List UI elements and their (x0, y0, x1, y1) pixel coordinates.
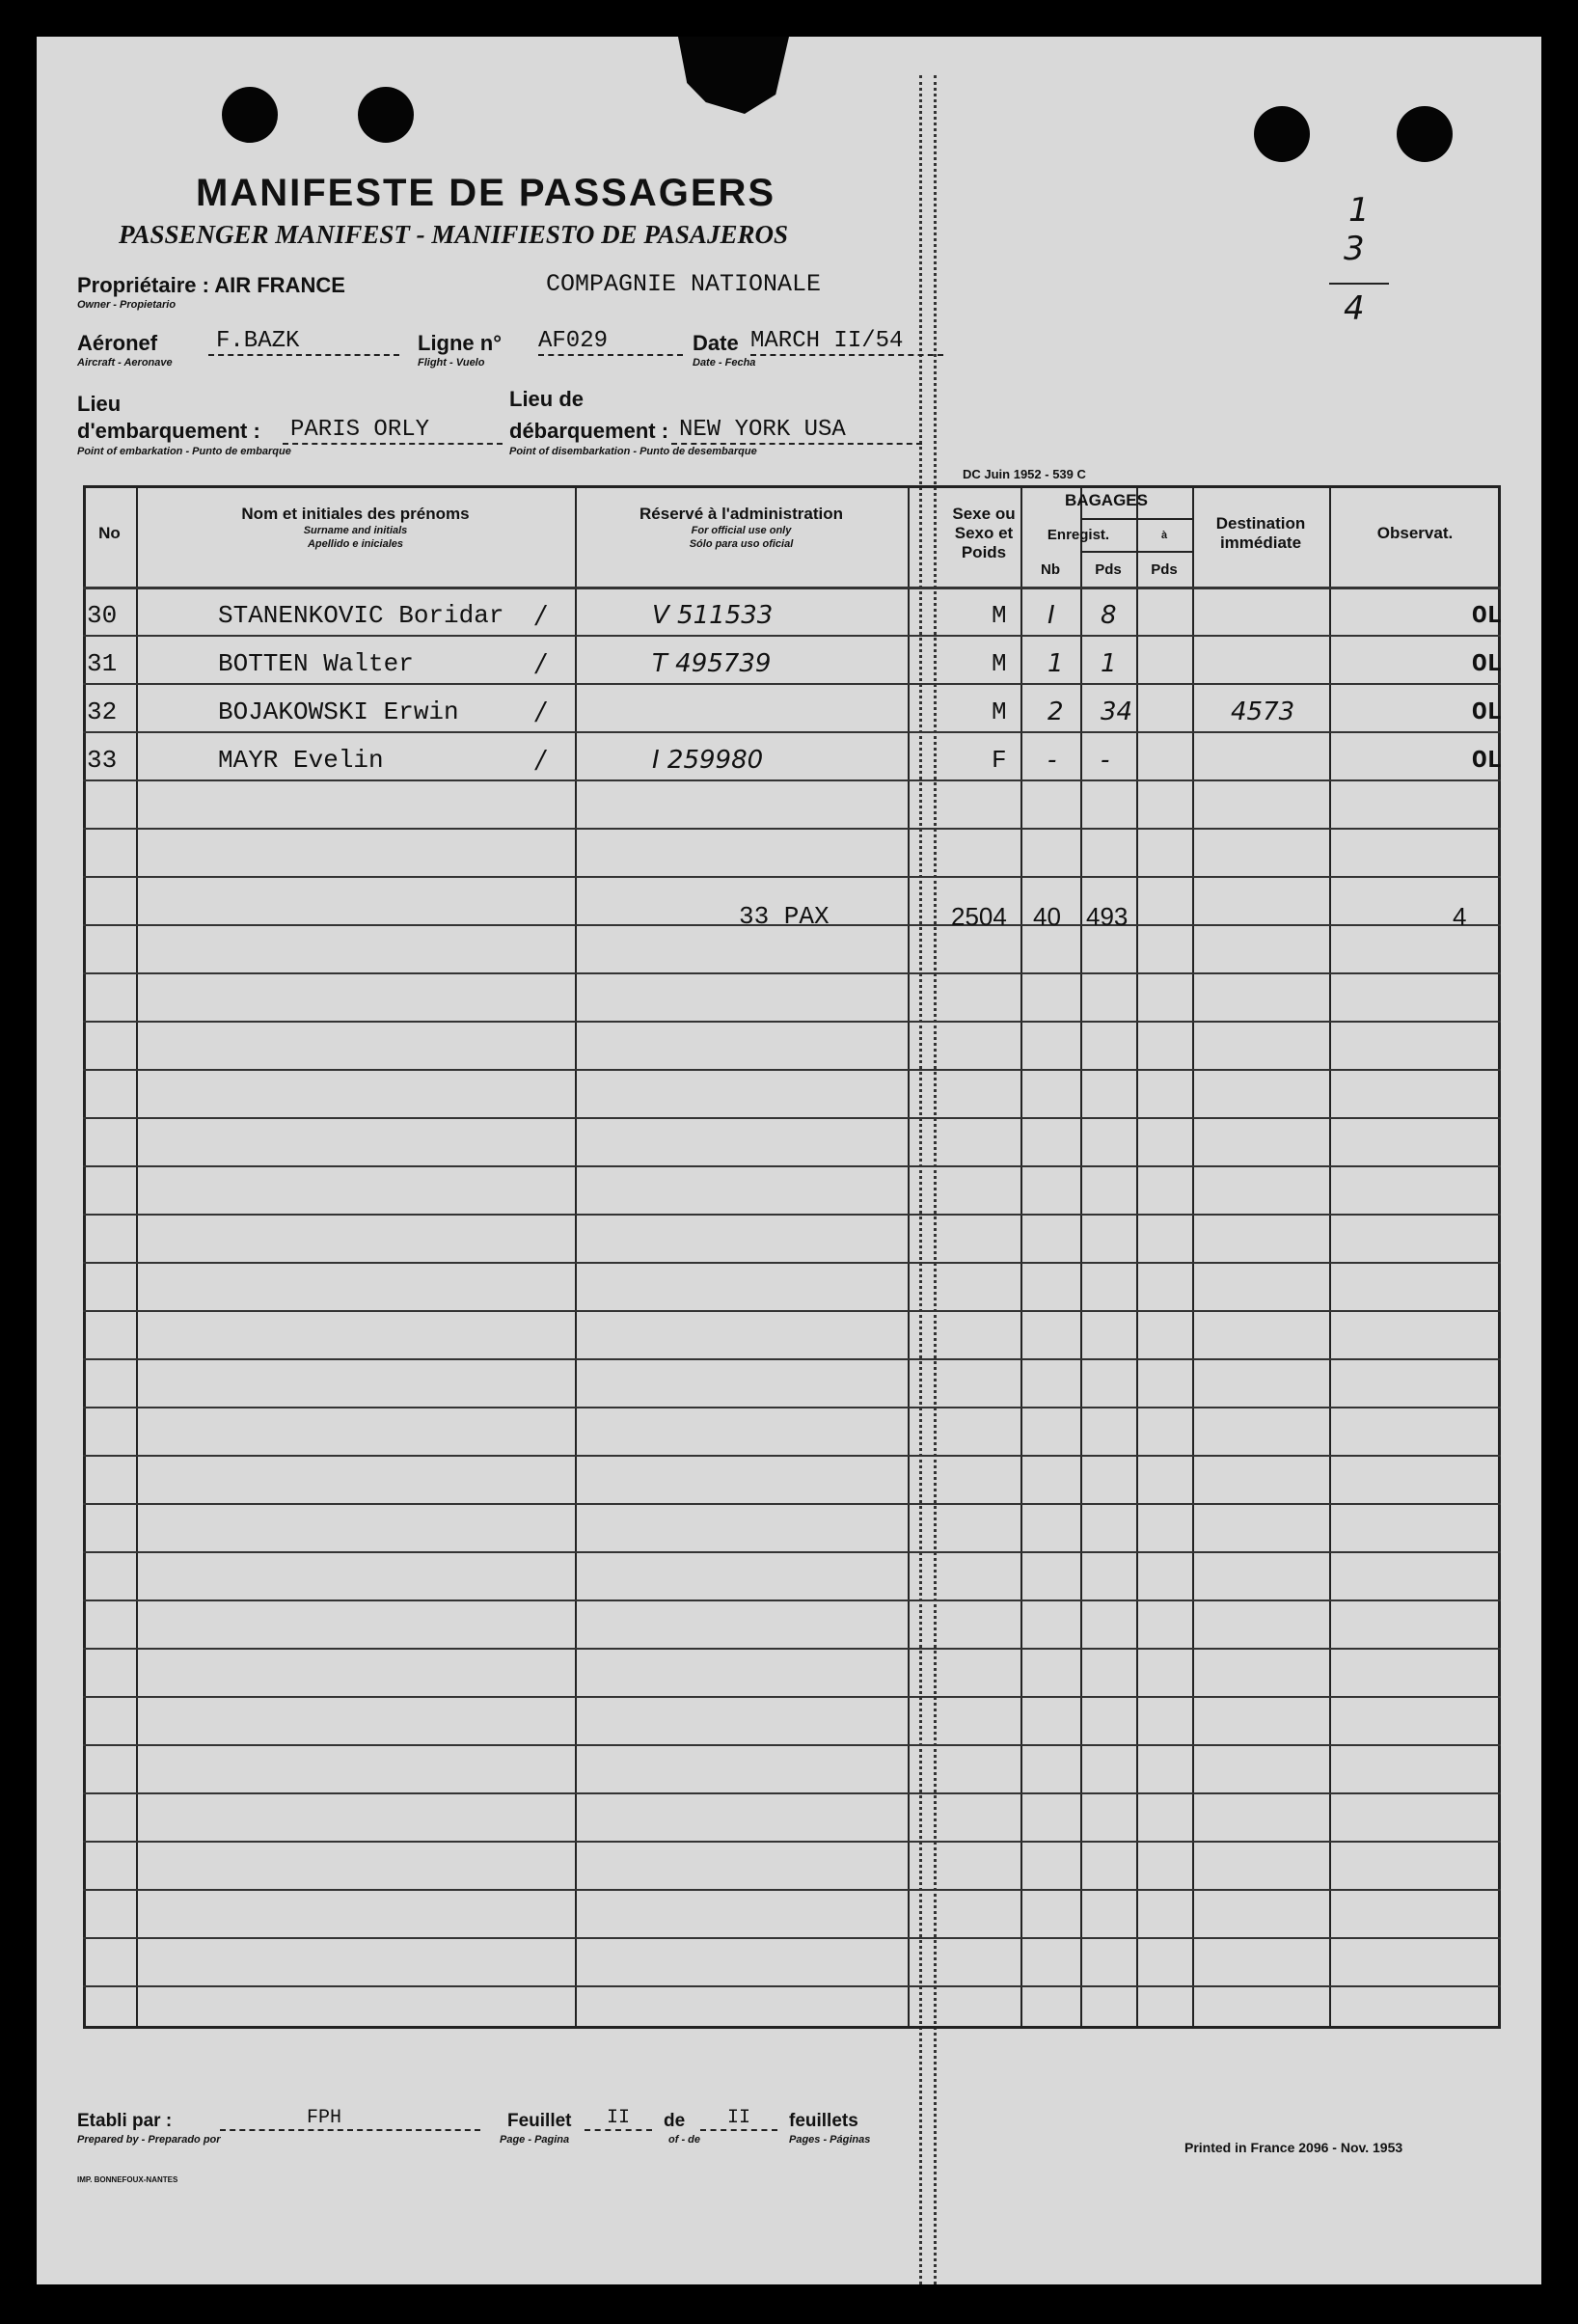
row-sex: M (992, 601, 1007, 630)
sheet-label: Feuillet (507, 2111, 572, 2131)
row-rule (83, 1358, 1501, 1360)
col-name (136, 505, 575, 551)
printer-credit: IMP. BONNEFOUX-NANTES (77, 2175, 178, 2184)
col-pds: Pds (1095, 561, 1122, 578)
col-line (908, 485, 910, 2029)
row-pds: 1 (1101, 649, 1117, 678)
disembark-value: NEW YORK USA (671, 417, 922, 445)
disembark-label-2: débarquement : (509, 419, 669, 443)
embark-label-2: d'embarquement : (77, 419, 260, 443)
row-sex: F (992, 746, 1007, 775)
row-name: MAYR Evelin (218, 746, 384, 775)
row-no: 32 (87, 697, 118, 726)
col-admin-sub2: Sólo para uso oficial (689, 538, 794, 550)
total-pax: 33 PAX (739, 902, 830, 931)
prepared-label: Etabli par : (77, 2111, 173, 2131)
total-pds: 493 (1086, 902, 1129, 931)
punch-hole-3 (1254, 106, 1310, 162)
col-admin-sub1: For official use only (691, 525, 792, 536)
col-bagages: BAGAGES (1065, 491, 1148, 509)
col-nb: Nb (1041, 561, 1060, 578)
row-sex: M (992, 649, 1007, 678)
punch-hole-1 (222, 87, 278, 143)
page-mark-3: 4 (1344, 289, 1365, 328)
manifest-sheet (37, 37, 1541, 2284)
col-observ: Observat. (1376, 524, 1454, 542)
passenger-table (83, 485, 1501, 2029)
row-name: STANENKOVIC Boridar (218, 601, 504, 630)
col-name-sub2: Apellido e iniciales (307, 538, 404, 550)
enregist-rule (1080, 551, 1192, 553)
row-admin: V 511533 (652, 601, 774, 630)
row-tick: / (536, 697, 545, 726)
row-rule (83, 1648, 1501, 1650)
row-rule (83, 876, 1501, 878)
row-no: 30 (87, 601, 118, 630)
embark-caption: Point of embarkation - Punto de embarque (77, 446, 291, 457)
date-value: MARCH II/54 (750, 328, 943, 356)
row-nb: 2 (1047, 697, 1064, 726)
row-rule (83, 683, 1501, 685)
col-enregist: Enregist. (1047, 527, 1110, 543)
punch-hole-4 (1397, 106, 1453, 162)
disembark-label-1: Lieu de (509, 387, 585, 411)
row-rule (83, 1021, 1501, 1023)
col-line (575, 485, 577, 2029)
row-obs: OL (1472, 697, 1503, 726)
row-name: BOTTEN Walter (218, 649, 414, 678)
flight-value: AF029 (538, 328, 683, 356)
prepared-caption: Prepared by - Preparado por (77, 2134, 221, 2146)
row-name: BOJAKOWSKI Erwin (218, 697, 459, 726)
row-rule (83, 1841, 1501, 1843)
row-no: 33 (87, 746, 118, 775)
col-admin-label: Réservé à l'administration (639, 505, 843, 523)
row-tick: / (536, 649, 545, 678)
row-rule (83, 635, 1501, 637)
col-line (1136, 485, 1138, 2029)
col-name-sub1: Surname and initials (303, 525, 408, 536)
prepared-value: FPH (220, 2107, 480, 2131)
row-rule (83, 1165, 1501, 1167)
sheets-label: feuillets (789, 2111, 858, 2131)
torn-notch (678, 37, 789, 114)
row-nb: 1 (1047, 649, 1064, 678)
col-line (1080, 485, 1082, 2029)
row-rule (83, 1889, 1501, 1891)
col-line (1020, 485, 1022, 2029)
page-mark-1: 1 (1348, 191, 1370, 230)
total-obs: 4 (1453, 902, 1467, 931)
row-pds: 34 (1101, 697, 1133, 726)
row-rule (83, 828, 1501, 830)
total-weight: 2504 (951, 902, 1007, 931)
row-admin: I 259980 (652, 746, 764, 775)
row-rule (83, 1310, 1501, 1312)
aircraft-label: Aéronef (77, 331, 158, 355)
row-obs: OL (1472, 649, 1503, 678)
row-tick: / (536, 601, 545, 630)
owner-label: Propriétaire : AIR FRANCE (77, 273, 345, 297)
row-nb: I (1047, 601, 1055, 630)
row-rule (83, 1599, 1501, 1601)
sheet-caption: Page - Pagina (500, 2134, 570, 2146)
date-caption: Date - Fecha (693, 357, 756, 369)
row-rule (83, 972, 1501, 974)
owner-caption: Owner - Propietario (77, 299, 177, 311)
row-admin: T 495739 (652, 649, 772, 678)
col-line (1329, 485, 1331, 2029)
row-rule (83, 1069, 1501, 1071)
date-label: Date (693, 331, 739, 355)
row-rule (83, 731, 1501, 733)
page-mark-2: 3 (1344, 230, 1365, 268)
row-obs: OL (1472, 601, 1503, 630)
row-rule (83, 1117, 1501, 1119)
row-pds: - (1101, 746, 1110, 775)
page-mark-divider (1329, 283, 1389, 285)
aircraft-caption: Aircraft - Aeronave (77, 357, 173, 369)
row-obs: OL (1472, 746, 1503, 775)
col-main: à (1160, 530, 1168, 541)
row-pds: 8 (1101, 601, 1117, 630)
form-subtitle: PASSENGER MANIFEST - MANIFIESTO DE PASAJEROS (119, 220, 788, 249)
row-rule (83, 779, 1501, 781)
row-rule (83, 1937, 1501, 1939)
row-rule (83, 1503, 1501, 1505)
owner-value: COMPAGNIE NATIONALE (546, 270, 822, 298)
printed-note: Printed in France 2096 - Nov. 1953 (1184, 2140, 1403, 2155)
row-tick: / (536, 746, 545, 775)
sheet-value: II (585, 2107, 652, 2131)
col-name-label: Nom et initiales des prénoms (241, 505, 470, 523)
row-nb: - (1047, 746, 1057, 775)
of-label: de (664, 2111, 686, 2131)
row-rule (83, 1455, 1501, 1457)
row-rule (83, 1262, 1501, 1264)
sheets-caption: Pages - Páginas (789, 2134, 871, 2146)
punch-hole-2 (358, 87, 414, 143)
embark-value: PARIS ORLY (283, 417, 503, 445)
row-rule (83, 1792, 1501, 1794)
col-sex: Sexe ou Sexo et Poids (952, 505, 1016, 561)
row-sex: M (992, 697, 1007, 726)
row-extra: 4573 (1231, 697, 1295, 726)
of-value: II (700, 2107, 777, 2131)
form-title: MANIFESTE DE PASSAGERS (196, 172, 776, 214)
aircraft-value: F.BAZK (208, 328, 399, 356)
total-nb: 40 (1033, 902, 1061, 931)
col-destination: Destination immédiate (1215, 514, 1306, 552)
disembark-caption: Point of disembarkation - Punto de desembarque (509, 446, 757, 457)
embark-label-1: Lieu (77, 392, 122, 416)
form-code: DC Juin 1952 - 539 C (963, 467, 1086, 481)
col-admin (575, 505, 908, 551)
of-caption: of - de (668, 2134, 700, 2146)
row-rule (83, 1407, 1501, 1408)
header-rule (83, 587, 1501, 589)
row-rule (83, 1985, 1501, 1987)
col-no: No (98, 524, 121, 542)
flight-label: Ligne n° (418, 331, 503, 355)
row-no: 31 (87, 649, 118, 678)
row-rule (83, 1214, 1501, 1216)
col-line (136, 485, 138, 2029)
col-pds2: Pds (1151, 561, 1178, 578)
row-rule (83, 1551, 1501, 1553)
col-line (1192, 485, 1194, 2029)
flight-caption: Flight - Vuelo (418, 357, 485, 369)
row-rule (83, 1744, 1501, 1746)
row-rule (83, 1696, 1501, 1698)
